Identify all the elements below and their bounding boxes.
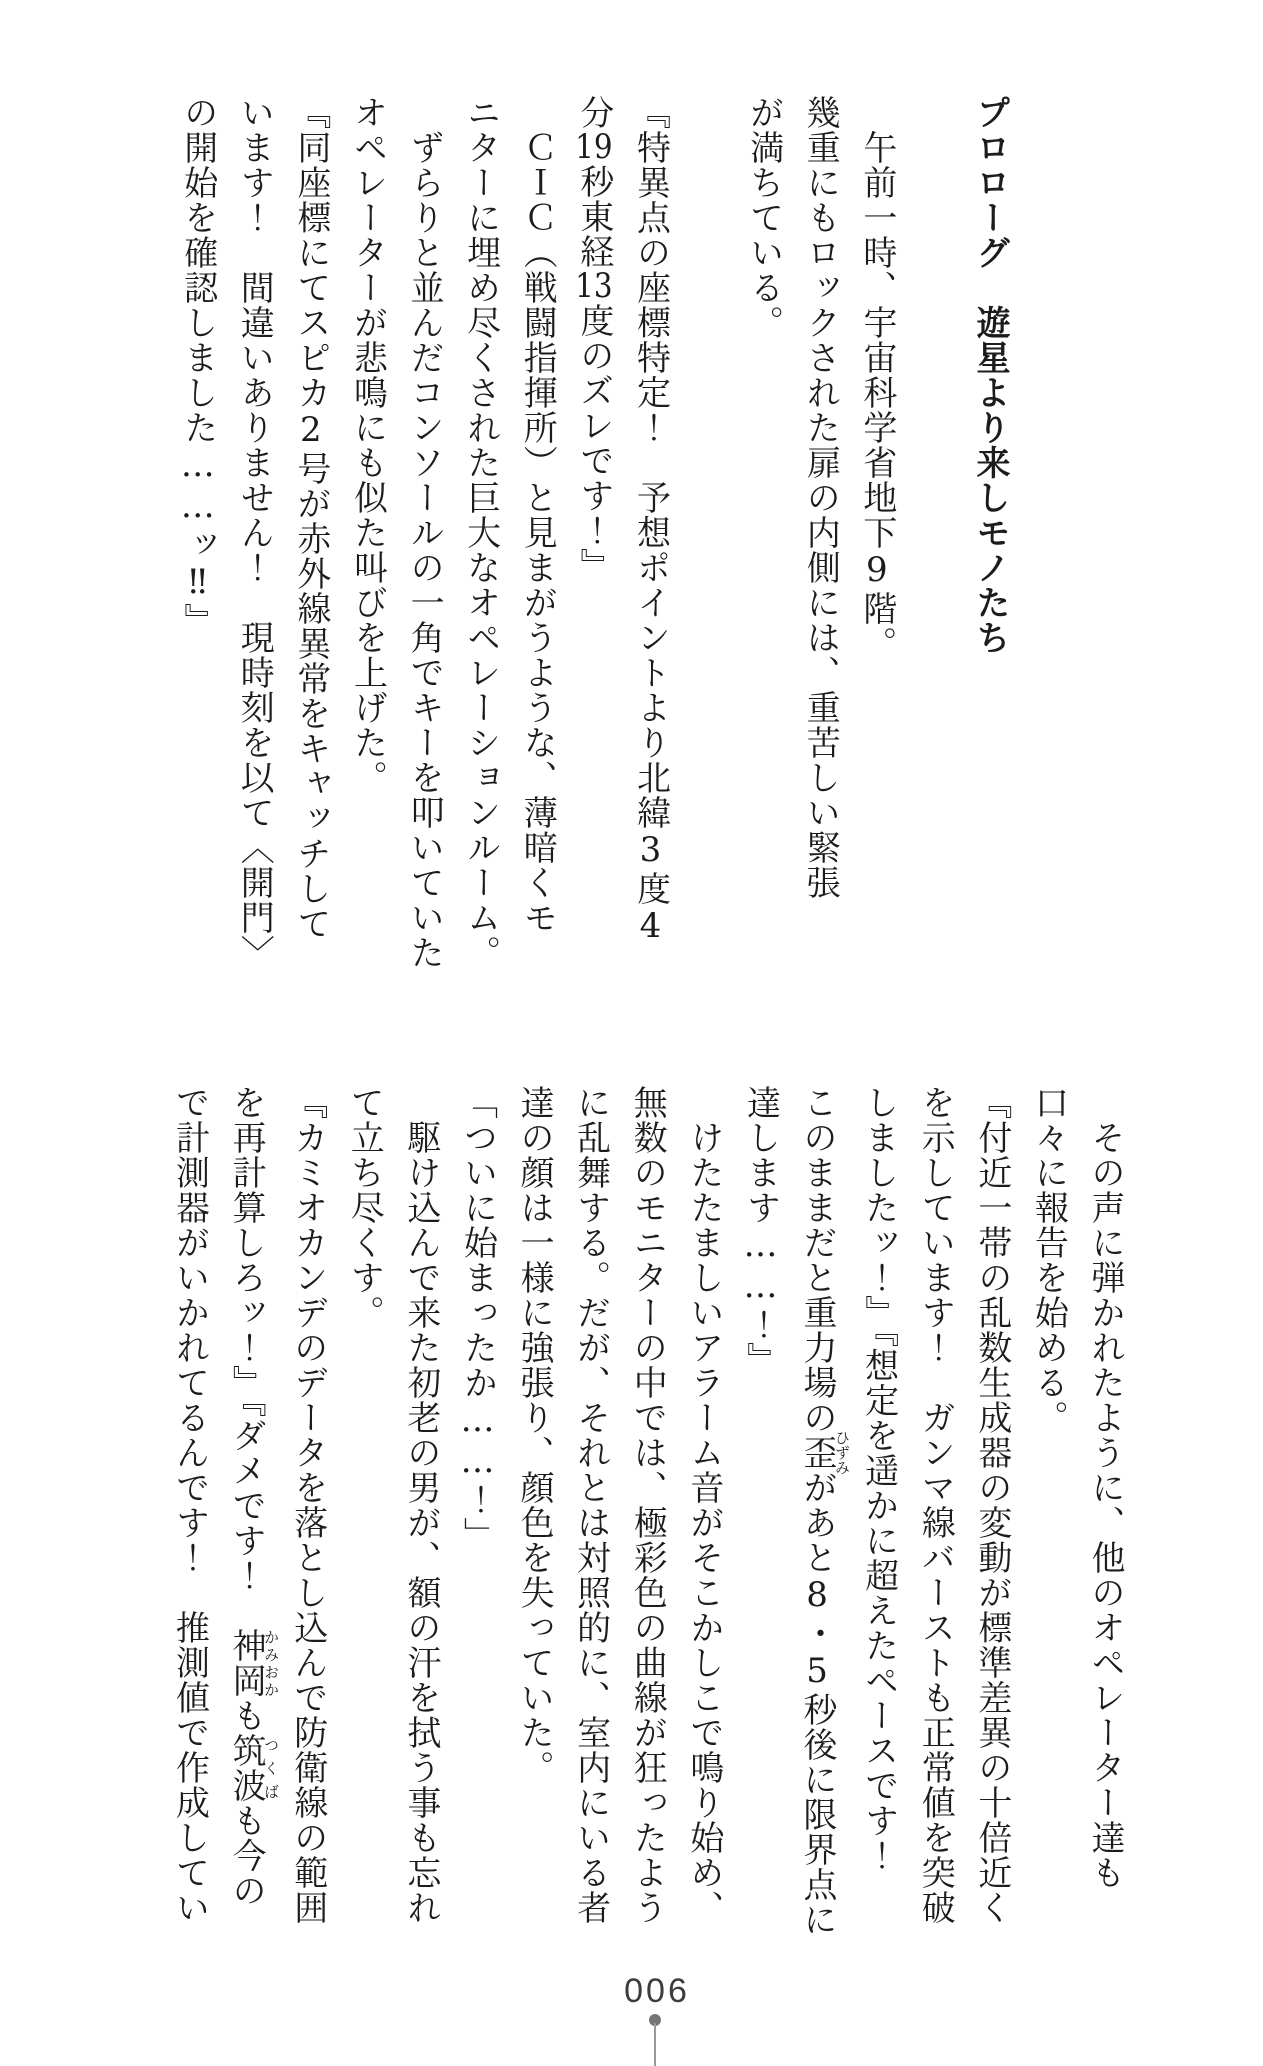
text-column: 午前一時、宇宙科学省地下9階。 xyxy=(856,95,897,661)
text-column: 『特異点の座標特定！ 予想ポイントより北緯3度4 xyxy=(630,95,671,947)
text-column: オペレーターが悲鳴にも似た叫びを上げた。 xyxy=(347,95,388,795)
chapter-title-column: プロローグ 遊星より来しモノたち xyxy=(970,95,1010,655)
text-column: ニターに埋め尽くされた巨大なオペレーションルーム。 xyxy=(460,95,501,970)
upper-text-block xyxy=(169,95,1018,977)
text-column: 駆け込んで来た初老の男が、額の汗を拭う事も忘れ xyxy=(400,1085,441,1925)
text-column: が満ちている。 xyxy=(743,95,784,340)
text-column: て立ち尽くす。 xyxy=(344,1085,385,1330)
text-column: 達します……！』 xyxy=(740,1085,781,1377)
text-column: 無数のモニターの中では、極彩色の曲線が狂ったよう xyxy=(627,1085,668,1925)
text-column: 「ついに始まったか……！」 xyxy=(457,1085,498,1552)
text-column: の開始を確認しました……ッ‼』 xyxy=(177,95,218,638)
text-column: を示しています！ ガンマ線バーストも正常値を突破 xyxy=(915,1085,956,1925)
text-column: います！ 間違いありません！ 現時刻を以て〈開門〉 xyxy=(234,95,275,970)
text-column: 幾重にもロックされた扉の内側には、重苦しい緊張 xyxy=(800,95,841,900)
blank-column xyxy=(905,95,962,977)
text-column: を再計算しろッ！』『ダメです！ 神岡かみおかも筑波つくばも今の xyxy=(226,1085,281,1908)
text-column: その声に弾かれたように、他のオペレーター達も xyxy=(1085,1085,1125,1890)
text-column: 分19秒東経13度のズレです！』 xyxy=(573,95,614,583)
blank-column xyxy=(678,95,735,977)
footer-rule-line xyxy=(654,2023,656,2066)
text-column: で計測器がいかれてるんです！ 推測値で作成してい xyxy=(169,1085,210,1925)
text-column: ずらりと並んだコンソールの一角でキーを叩いていた xyxy=(404,95,445,970)
text-column: 『カミオカンデのデータを落とし込んで防衛線の範囲 xyxy=(287,1085,328,1925)
text-column: 『付近一帯の乱数生成器の変動が標準差異の十倍近く xyxy=(971,1085,1012,1925)
text-column: 『同座標にてスピカ2号が赤外線異常をキャッチして xyxy=(290,95,331,941)
text-column: このままだと重力場の歪ひずみがあと8・5秒後に限界点に xyxy=(797,1085,852,1937)
text-column: 達の顔は一様に強張り、顔色を失っていた。 xyxy=(514,1085,555,1785)
text-column: しましたッ！』『想定を遥かに超えたペースです！ xyxy=(858,1085,899,1873)
text-column: に乱舞する。だが、それとは対照的に、室内にいる者 xyxy=(570,1085,611,1925)
page-number: 006 xyxy=(624,1972,690,2010)
text-column: 口々に報告を始める。 xyxy=(1028,1085,1069,1435)
text-column: ＣＩＣ（戦闘指揮所）と見まがうような、薄暗くモ xyxy=(517,95,558,935)
lower-text-block xyxy=(161,1085,1133,1967)
text-column: けたたましいアラーム音がそこかしこで鳴り始め、 xyxy=(683,1085,724,1925)
